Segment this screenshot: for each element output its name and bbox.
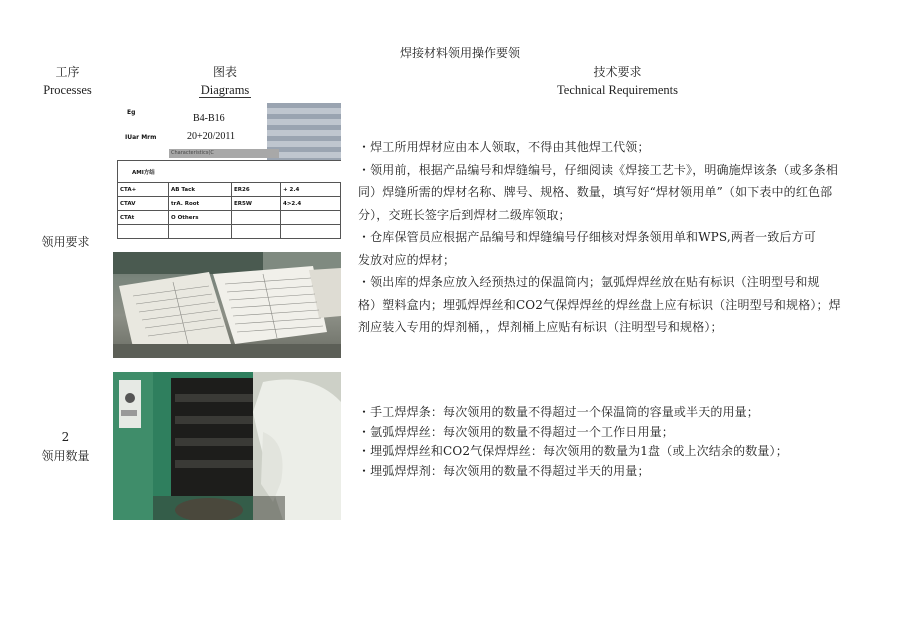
table-row	[118, 197, 341, 211]
requirement-line: ・氩弧焊焊丝：每次领用的数量不得超过一个工作日用量；	[358, 424, 674, 439]
table-cell: AB Tack	[169, 183, 232, 197]
table-cell	[281, 211, 341, 225]
table-row	[118, 211, 341, 225]
section-2-requirements	[358, 403, 788, 481]
table-row	[118, 183, 341, 197]
table-cell: + 2.4	[281, 183, 341, 197]
requirement-line: ・埋弧焊焊丝和CO2气保焊焊丝：每次领用的数量为1盘（或上次结余的数量）；	[358, 444, 788, 458]
table-row	[118, 225, 341, 239]
diagrams-header	[185, 63, 265, 99]
table-cell: O Others	[169, 211, 232, 225]
section-1-name: 领用要求	[41, 235, 90, 249]
requirement-line: ・焊工所用焊材应由本人领取，不得由其他焊工代领；	[358, 140, 650, 154]
form-table	[117, 160, 341, 239]
document-title: 焊接材料领用操作要领	[399, 46, 520, 60]
table-cell	[232, 211, 281, 225]
table-cell	[118, 225, 169, 239]
requirement-line: 同）焊缝所需的焊材名称、牌号、规格、数量，填写好“焊材领用单”（如下表中的红色部	[358, 185, 833, 199]
form-method-label: AMI方结	[132, 169, 155, 176]
table-cell: ER5W	[232, 197, 281, 211]
photo-drying-oven	[113, 372, 341, 520]
table-row	[118, 161, 341, 183]
requirement-line: 发放对应的焊材；	[358, 252, 456, 267]
table-cell: ER26	[232, 183, 281, 197]
tech-header-cn: 技术要求	[593, 65, 642, 79]
table-cell: trA. Root	[169, 197, 232, 211]
form-label-num: IUar Mrm	[125, 134, 157, 141]
processes-header	[30, 63, 105, 99]
section-2-label	[28, 428, 103, 466]
form-value-eg: B4-B16	[193, 113, 225, 124]
table-cell: CTAV	[118, 197, 169, 211]
requirement-line: ・仓库保管员应根据产品编号和焊缝编号仔细核对焊条领用单和WPS,两者一致后方可	[358, 230, 816, 244]
form-method-cell	[118, 161, 341, 183]
requirement-line: ・手工焊焊条：每次领用的数量不得超过一个保温筒的容量或半天的用量；	[358, 405, 759, 419]
section-2-name: 领用数量	[41, 449, 90, 463]
requirement-line: ・埋弧焊焊剂：每次领用的数量不得超过半天的用量；	[358, 463, 650, 478]
diagrams-header-cn: 图表	[212, 65, 237, 79]
welding-form-image	[113, 103, 341, 245]
table-cell	[232, 225, 281, 239]
section-1-requirements	[358, 136, 841, 339]
processes-header-cn: 工序	[55, 65, 80, 79]
form-grey-strip: Characteristics(C	[169, 149, 279, 158]
technical-requirements-header	[530, 63, 705, 99]
tech-header-en: Technical Requirements	[557, 83, 678, 97]
table-cell	[281, 225, 341, 239]
photo-requisition-forms	[113, 252, 341, 358]
photo-requisition-forms-drawing	[113, 252, 341, 358]
requirement-line: 格）塑料盒内；埋弧焊焊丝和CO2气保焊焊丝的焊丝盘上应有标识（注明型号和规格）；焊	[358, 297, 841, 312]
table-cell: 4>2.4	[281, 197, 341, 211]
table-cell	[169, 225, 232, 239]
photo-drying-oven-drawing	[113, 372, 341, 520]
table-cell: CTAt	[118, 211, 169, 225]
requirement-line: ・领用前，根据产品编号和焊缝编号，仔细阅读《焊接工艺卡》，明确施焊该条（或多条相	[358, 162, 839, 177]
requirement-line: 分），交班长签字后到焊材二级库领取；	[358, 207, 571, 222]
form-value-num: 20+20/2011	[187, 131, 236, 142]
section-1-label	[28, 233, 103, 252]
section-2-number: 2	[61, 430, 70, 444]
processes-header-en: Processes	[43, 83, 92, 97]
table-cell: CTA+	[118, 183, 169, 197]
form-label-eg: Eg	[127, 109, 136, 116]
requirement-line: 剂应装入专用的焊剂桶，，焊剂桶上应贴有标识（注明型号和规格）；	[358, 320, 723, 334]
requirement-line: ・领出库的焊条应放入经预热过的保温筒内；氩弧焊焊丝放在贴有标识（注明型号和规	[358, 275, 820, 289]
diagrams-header-en: Diagrams	[200, 83, 250, 97]
